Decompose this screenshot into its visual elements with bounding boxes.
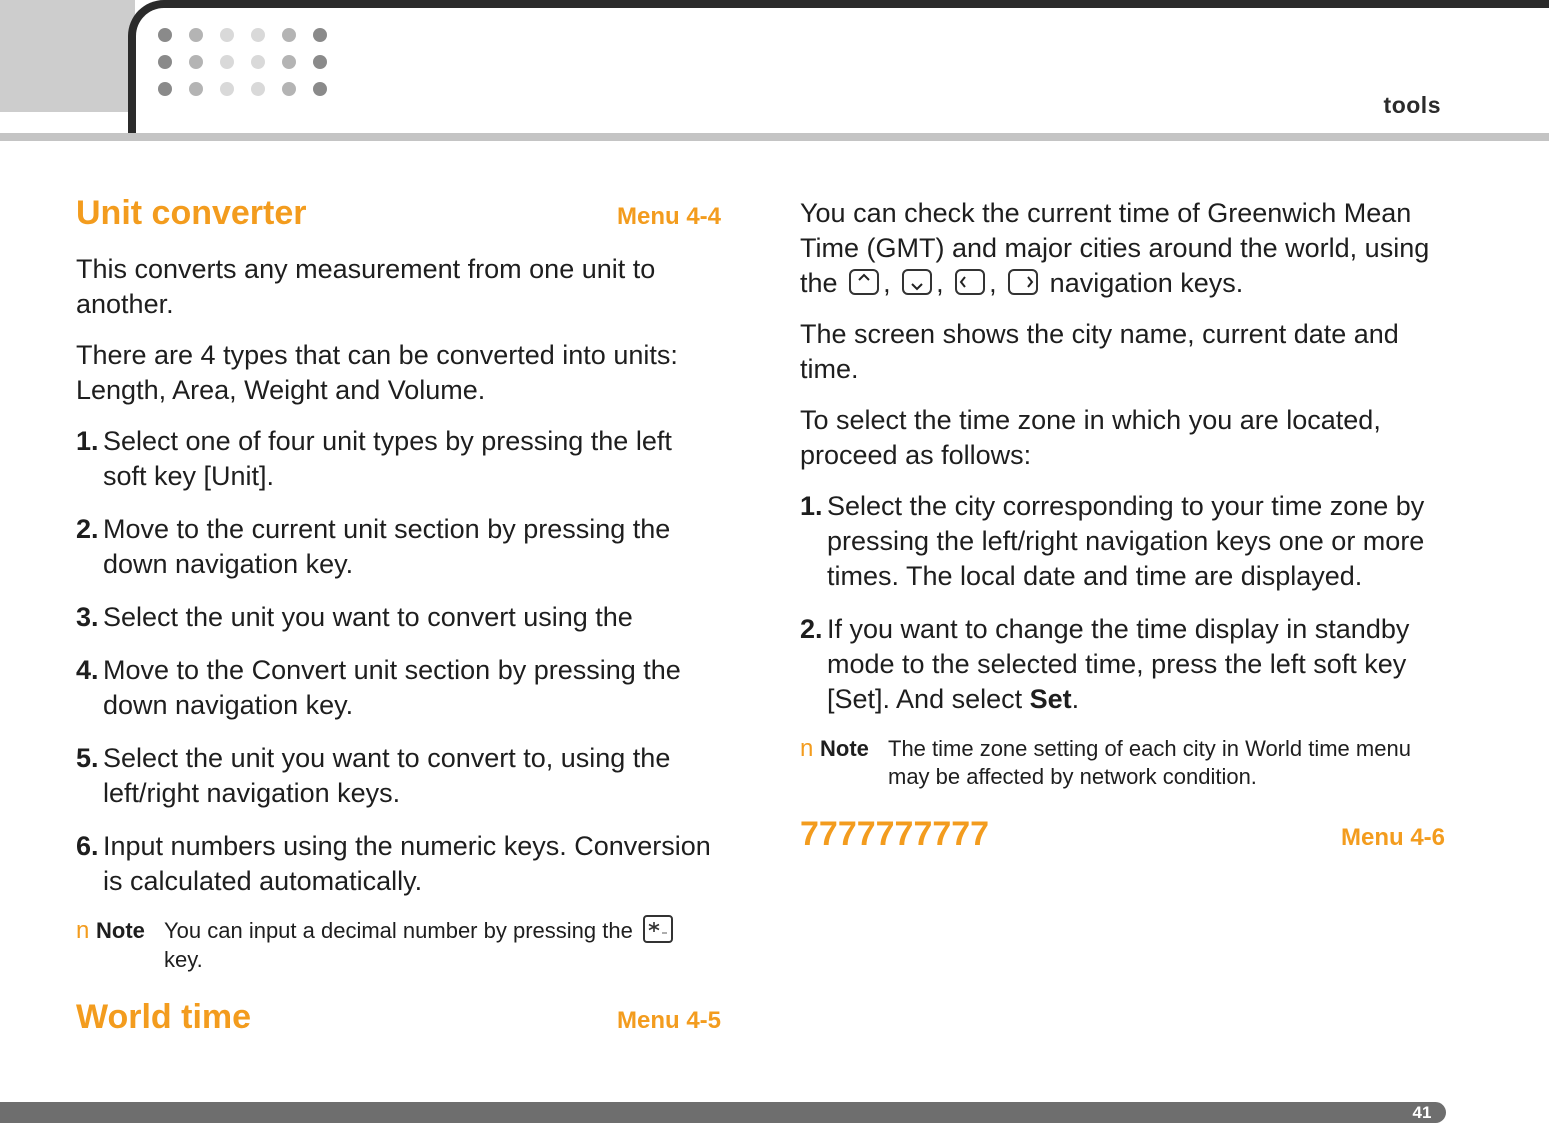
next-section-title: 7777777777 xyxy=(800,815,990,853)
nav-up-key-icon xyxy=(849,269,879,295)
step-number: 2. xyxy=(76,514,99,544)
note-bullet: n xyxy=(800,735,814,762)
step-number: 3. xyxy=(76,602,99,632)
intro-text: You can check the current time of Greenwich Mean Time (GMT) and major cities around the world, using the xyxy=(800,198,1430,298)
step-text: Select the unit you want to convert to, using the left/right navigation keys. xyxy=(103,743,671,808)
comma: , xyxy=(989,268,997,298)
header-dot xyxy=(313,55,327,69)
note-label: Note xyxy=(96,918,145,943)
header-dot xyxy=(282,82,296,96)
step-number: 2. xyxy=(800,614,823,644)
step-item xyxy=(800,612,1445,717)
nav-left-key-icon xyxy=(955,269,985,295)
section-title: tools xyxy=(1383,92,1441,118)
header-dot xyxy=(282,55,296,69)
header-dot xyxy=(189,55,203,69)
header-dot xyxy=(251,82,265,96)
nav-down-key-icon xyxy=(902,269,932,295)
step-number: 1. xyxy=(800,491,823,521)
header-gray-block xyxy=(0,0,135,112)
header-dot xyxy=(313,28,327,42)
header-dot xyxy=(158,55,172,69)
step-text-end: . xyxy=(1071,684,1080,714)
header-rule xyxy=(0,133,1549,141)
footer-bar xyxy=(0,1102,1420,1123)
note-text: The time zone setting of each city in World time menu may be affected by network condition. xyxy=(888,736,1411,789)
world-time-menu-number: Menu 4-5 xyxy=(616,1007,721,1035)
left-column xyxy=(76,196,721,1056)
right-column xyxy=(800,196,1445,873)
step-text: If you want to change the time display in standby mode to the selected time, press the left soft key [Set]. And select xyxy=(827,614,1410,714)
header-dot xyxy=(189,28,203,42)
step-text: Select the city corresponding to your time zone by pressing the left/right navigation keys one or more times. The local date and time are displayed. xyxy=(827,491,1425,591)
comma: , xyxy=(936,268,944,298)
note-text: You can input a decimal number by pressing the xyxy=(164,918,633,943)
world-time-steps xyxy=(800,489,1445,717)
world-time-note xyxy=(800,735,1445,791)
unit-converter-note xyxy=(76,917,721,974)
step-text: Select one of four unit types by pressing the left soft key [Unit]. xyxy=(103,426,672,491)
step-text: Input numbers using the numeric keys. Conversion is calculated automatically. xyxy=(103,831,711,896)
step-number: 5. xyxy=(76,743,99,773)
note-label: Note xyxy=(820,736,869,761)
header-frame xyxy=(128,0,1549,140)
step-text: Move to the current unit section by pressing the down navigation key. xyxy=(103,514,671,579)
unit-converter-menu-number: Menu 4-4 xyxy=(616,203,721,230)
step-item xyxy=(76,653,721,723)
world-time-screen-desc: The screen shows the city name, current date and time. xyxy=(800,319,1399,384)
comma: , xyxy=(883,268,891,298)
next-section-menu-number: Menu 4-6 xyxy=(1340,824,1445,851)
star-key-icon xyxy=(643,915,673,943)
page-number: 41 xyxy=(1398,1102,1446,1123)
note-bullet: n xyxy=(76,917,90,944)
unit-converter-title: Unit converter xyxy=(76,194,307,232)
step-item xyxy=(76,512,721,582)
header-dot xyxy=(158,28,172,42)
note-text-end: key. xyxy=(164,947,203,973)
step-number: 6. xyxy=(76,831,99,861)
header-dot xyxy=(158,82,172,96)
step-item xyxy=(800,489,1445,594)
step-text: Move to the Convert unit section by pressing the down navigation key. xyxy=(103,655,681,720)
world-time-title: World time xyxy=(76,998,252,1037)
world-time-select-desc: To select the time zone in which you are located, proceed as follows: xyxy=(800,405,1381,470)
header-dot xyxy=(251,55,265,69)
header-dot xyxy=(220,82,234,96)
step-item xyxy=(76,829,721,899)
world-time-intro xyxy=(800,196,1445,301)
step-bold-text: Set xyxy=(1029,684,1072,714)
step-number: 1. xyxy=(76,426,99,456)
header-dot xyxy=(220,55,234,69)
header-dot xyxy=(282,28,296,42)
step-number: 4. xyxy=(76,655,99,685)
intro-text-end: navigation keys. xyxy=(1049,268,1244,298)
unit-converter-types: There are 4 types that can be converted into units: Length, Area, Weight and Volume. xyxy=(76,340,678,405)
step-item xyxy=(76,600,721,635)
header-dot xyxy=(220,28,234,42)
nav-right-key-icon xyxy=(1008,269,1038,295)
step-item xyxy=(76,424,721,494)
next-section-heading xyxy=(800,817,1445,855)
header-dot xyxy=(251,28,265,42)
step-item xyxy=(76,741,721,811)
header-dot xyxy=(313,82,327,96)
unit-converter-heading xyxy=(76,196,721,234)
header-dot xyxy=(189,82,203,96)
unit-converter-steps xyxy=(76,424,721,899)
unit-converter-intro: This converts any measurement from one unit to another. xyxy=(76,254,656,319)
step-text: Select the unit you want to convert using the xyxy=(103,602,633,632)
world-time-heading xyxy=(76,1000,721,1038)
